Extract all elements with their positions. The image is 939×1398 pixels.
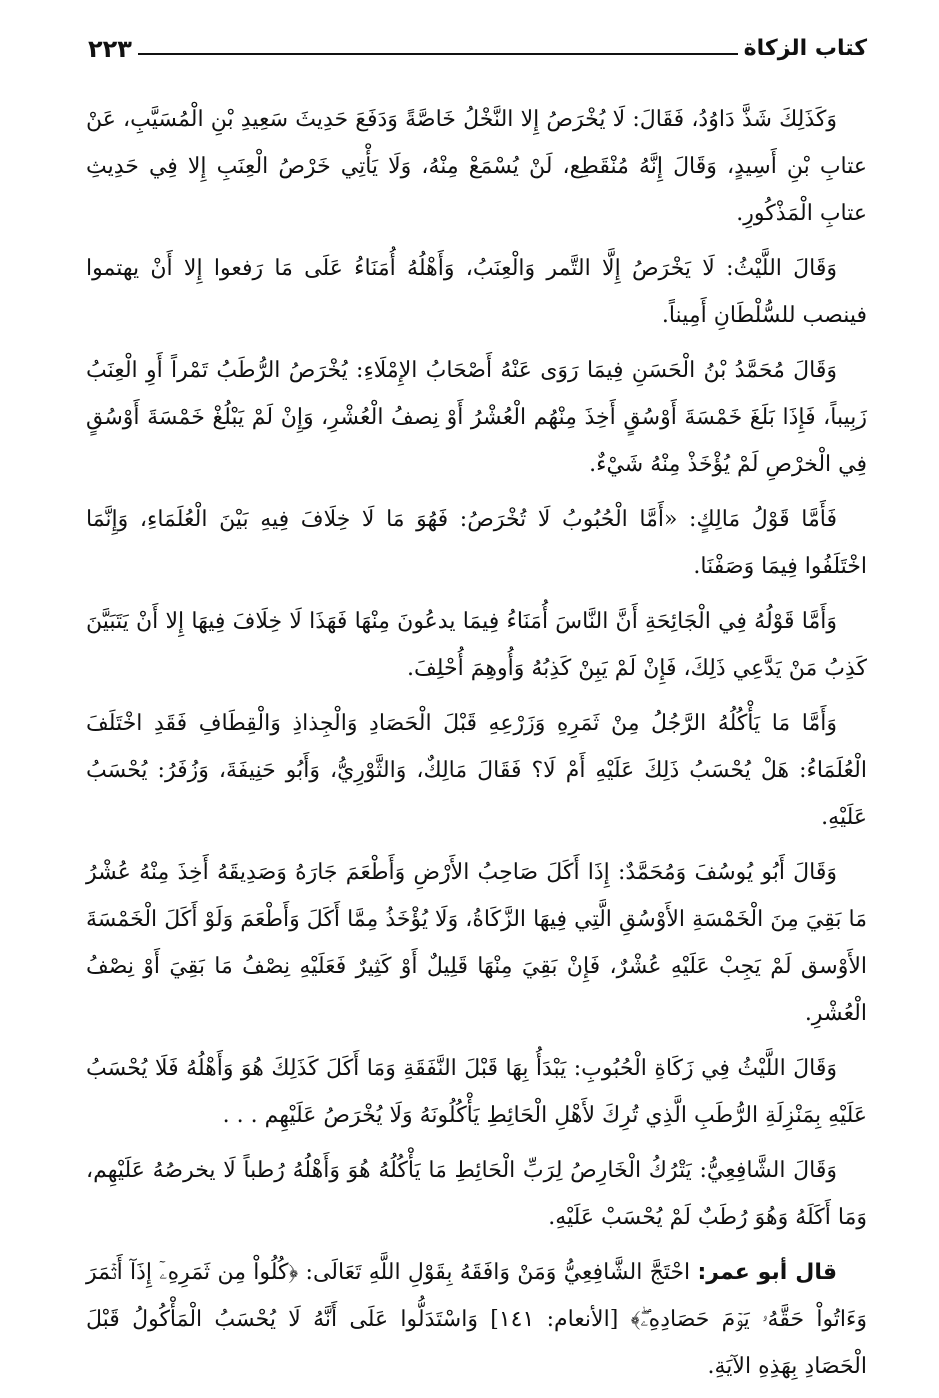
- paragraph: وَأَمَّا قَوْلُهُ فِي الْجَائِحَةِ أَنَّ النَّاسَ أُمَنَاءُ فِيمَا يدعُونَ مِنْهَا فَهَذَا لَا خِلَافَ فِيهَا إِلا أَنْ يَتَبَيَّنَ كَذِبُ مَنْ يَدَّعِي ذَلِكَ، فَإِنْ لَمْ يَبِنْ كَذِبُهُ وَأُوهِمَ أُحْلِفَ.: [86, 609, 867, 681]
- paragraph-final-text: احْتَجَّ الشَّافِعِيُّ وَمَنْ وَافَقَهُ بِقَوْلِ اللَّهِ تَعَالَى: ﴿كُلُواْ مِن ثَمَرِهِۦٓ إِذَآ أَثۡمَرَ وَءَاتُواْ حَقَّهُۥ يَوۡمَ حَصَادِهِۦۖ﴾ [الأنعام: ١٤١] وَاسْتَدَلُّوا عَلَى أَنَّهُ لَا يُحْسَبُ الْمَأْكُولُ قَبْلَ الْحَصَادِ بِهَذِهِ الآيَةِ.: [86, 1260, 868, 1379]
- chapter-title: كتاب الزكاة: [743, 36, 867, 61]
- paragraph: وَقَالَ الشَّافِعِيُّ: يَتْرُكُ الْخَارِصُ لِرَبِّ الْحَائِطِ مَا يَأْكُلُهُ هُوَ وَأَهْلُهُ رُطباً لَا يخرصُهُ عَلَيْهِم، وَمَا أَكَلَهُ وَهُوَ رُطَبٌ لَمْ يُحْسَبْ عَلَيْهِ.: [86, 1158, 867, 1230]
- paragraph: وَقَالَ اللَّيْثُ: لَا يَخْرَصُ إِلَّا التَّمر وَالْعِنَبُ، وَأَهْلُهُ أُمَنَاءُ عَلَى مَا رَفعوا إِلا أَنْ يهتموا فينصب للسُّلْطَانِ أَمِيناً.: [86, 256, 867, 328]
- paragraph: وَقَالَ أَبُو يُوسُفَ وَمُحَمَّدٌ: إِذَا أَكَلَ صَاحِبُ الأَرْضِ وَأَطْعَمَ جَارَهُ وَصَدِيقَهُ أَخِذَ مِنْهُ عُشْرُ مَا بَقِيَ مِنَ الْخَمْسَةِ الأَوْسُقِ الَّتِي فِيهَا الزَّكَاةُ، وَلَا يُؤْخَذُ مِمَّا أَكَلَ وَأَطْعَمَ وَلَوْ أَكَلَ الْخَمْسَةَ الأَوْسق لَمْ يَجِبْ عَلَيْهِ عُشْرٌ، فَإِنْ بَقِيَ مِنْهَا قَلِيلٌ أَوْ كَثِيرٌ فَعَلَيْهِ نِصْفُ مَا بَقِيَ أَوْ نِصْفُ الْعُشْرِ.: [86, 860, 867, 1026]
- page-body: [86, 96, 867, 1398]
- paragraph-final: [86, 1249, 867, 1390]
- speaker-label: قال أبو عمر:: [697, 1260, 837, 1285]
- header-divider: [138, 53, 738, 55]
- page-header: [88, 26, 867, 64]
- page-number: ٢٢٣: [88, 35, 132, 63]
- paragraph: وَقَالَ اللَّيْثُ فِي زَكَاةِ الْحُبُوبِ: يَبْدَأُ بِهَا قَبْلَ النَّفَقَةِ وَمَا أَكَلَ كَذَلِكَ هُوَ وَأَهْلُهُ فَلَا يُحْسَبُ عَلَيْهِ بِمَنْزِلَةِ الرُّطَبِ الَّذِي تُرِكَ لأَهْلِ الْحَائِطِ يَأْكُلُونَهُ وَلَا يُخْرَصُ عَلَيْهِم . . .: [86, 1056, 867, 1128]
- paragraph: وَقَالَ مُحَمَّدُ بْنُ الْحَسَنِ فِيمَا رَوَى عَنْهُ أَصْحَابُ الإِمْلَاءِ: يُخْرَصُ الرُّطَبُ تَمْراً أَوِ الْعِنَبُ زَبِيباً، فَإِذَا بَلَغَ خَمْسَةَ أَوْسُقٍ أَخِذَ مِنْهُم الْعُشْرُ أَوْ نِصفُ الْعُشْرِ، وَإِنْ لَمْ يَبْلُغْ خَمْسَةَ أَوْسُقٍ فِي الْخرْصِ لَمْ يُؤْخَذْ مِنْهُ شَيْءٌ.: [86, 358, 867, 477]
- paragraph: فَأَمَّا قَوْلُ مَالِكٍ: «أَمَّا الْحُبُوبُ لَا تُخْرَصُ: فَهُوَ مَا لَا خِلَافَ فِيهِ بَيْنَ الْعُلَمَاءِ، وَإِنَّمَا اخْتَلَفُوا فِيمَا وَصَفْنَا.: [86, 507, 867, 579]
- paragraph: وَأَمَّا مَا يَأْكُلُهُ الرَّجُلُ مِنْ ثَمَرِهِ وَزَرْعِهِ قَبْلَ الْحَصَادِ وَالْجِذاذِ وَالْقِطَافِ فَقَدِ اخْتَلَفَ الْعُلَمَاءُ: هَلْ يُحْسَبُ ذَلِكَ عَلَيْهِ أَمْ لَا؟ فَقَالَ مَالِكٌ، وَالثَّوْرِيُّ، وَأَبُو حَنِيفَةَ، وَزُفَرُ: يُحْسَبُ عَلَيْهِ.: [86, 711, 867, 830]
- paragraph: وَكَذَلِكَ شَذَّ دَاوُدُ، فَقَالَ: لَا يُخْرَصُ إِلا النَّخْلُ خَاصَّةً وَدَفَعَ حَدِيثَ سَعِيدِ بْنِ الْمُسَيَّبِ، عَنْ عتابِ بْنِ أَسِيدٍ، وَقَالَ إِنَّهُ مُنْقَطِع، لَنْ يُسْمَعْ مِنْهُ، وَلَا يَأْتِي خَرْصُ الْعِنَبِ إِلا فِي حَدِيثِ عتابِ الْمَذْكُورِ.: [86, 107, 867, 226]
